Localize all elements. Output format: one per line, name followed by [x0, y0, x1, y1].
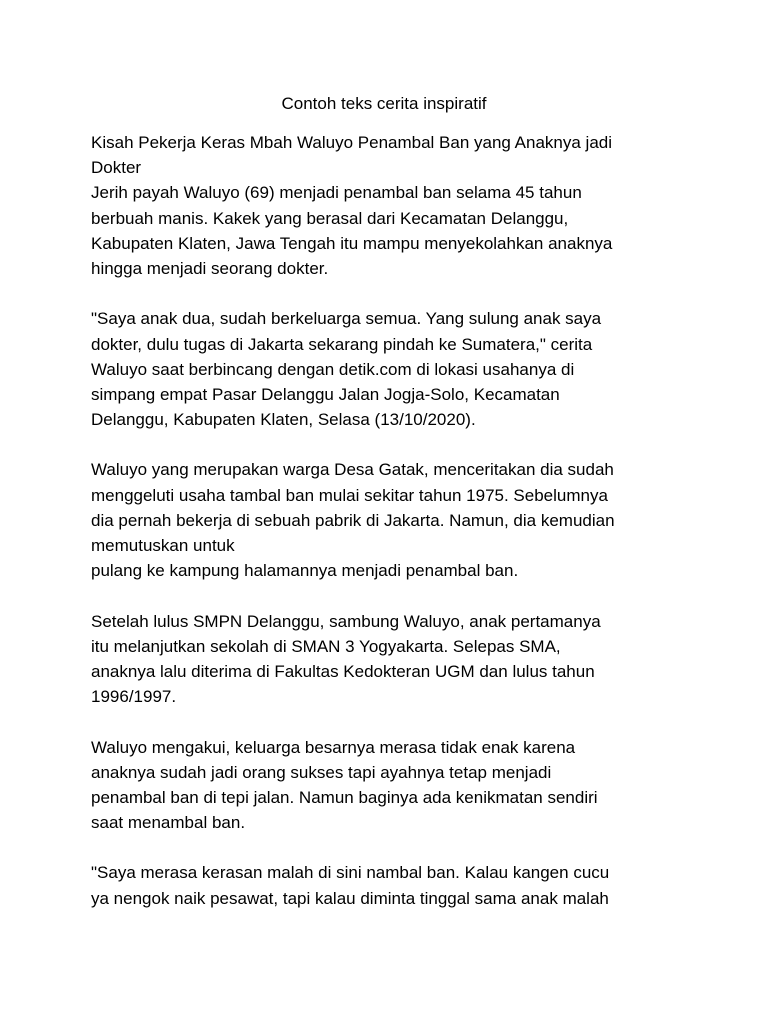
- document-body: [91, 130, 711, 911]
- text-line: anaknya lalu diterima di Fakultas Kedokteran UGM dan lulus tahun: [91, 661, 595, 681]
- paragraph-gap: [91, 709, 711, 734]
- document-title: Contoh teks cerita inspiratif: [281, 94, 487, 113]
- text-line: penambal ban di tepi jalan. Namun baginya ada kenikmatan sendiri: [91, 787, 598, 807]
- text-line: Waluyo saat berbincang dengan detik.com di lokasi usahanya di: [91, 359, 575, 379]
- text-line: menggeluti usaha tambal ban mulai sekitar tahun 1975. Sebelumnya: [91, 485, 608, 505]
- text-line: Delanggu, Kabupaten Klaten, Selasa (13/10/2020).: [91, 410, 476, 430]
- text-line: memutuskan untuk: [91, 536, 235, 555]
- text-line: Kisah Pekerja Keras Mbah Waluyo Penambal Ban yang Anaknya jadi: [91, 133, 613, 152]
- text-line: saat menambal ban.: [91, 813, 246, 833]
- paragraph-gap: [91, 281, 711, 306]
- text-line: hingga menjadi seorang dokter.: [91, 258, 329, 278]
- paragraph-gap: [91, 432, 711, 457]
- text-line: dokter, dulu tugas di Jakarta sekarang pindah ke Sumatera," cerita: [91, 334, 593, 354]
- text-line: "Saya merasa kerasan malah di sini nambal ban. Kalau kangen cucu: [91, 863, 610, 883]
- text-line: berbuah manis. Kakek yang berasal dari Kecamatan Delanggu,: [91, 208, 569, 228]
- text-line: pulang ke kampung halamannya menjadi penambal ban.: [91, 561, 519, 581]
- text-line: Kabupaten Klaten, Jawa Tengah itu mampu menyekolahkan anaknya: [91, 233, 613, 253]
- text-line: Dokter: [91, 158, 142, 178]
- text-line: dia pernah bekerja di sebuah pabrik di Jakarta. Namun, dia kemudian: [91, 510, 615, 530]
- text-line: "Saya anak dua, sudah berkeluarga semua. Yang sulung anak saya: [91, 309, 602, 329]
- text-line: 1996/1997.: [91, 687, 177, 707]
- text-line: Jerih payah Waluyo (69) menjadi penambal ban selama 45 tahun: [91, 183, 582, 203]
- text-line: Waluyo yang merupakan warga Desa Gatak, menceritakan dia sudah: [91, 460, 614, 480]
- text-line: ya nengok naik pesawat, tapi kalau diminta tinggal sama anak malah: [91, 888, 609, 908]
- text-line: Waluyo mengakui, keluarga besarnya merasa tidak enak karena: [91, 737, 576, 757]
- paragraph-gap: [91, 835, 711, 860]
- text-line: Setelah lulus SMPN Delanggu, sambung Waluyo, anak pertamanya: [91, 611, 601, 631]
- paragraph-gap: [91, 583, 711, 608]
- text-line: anaknya sudah jadi orang sukses tapi ayahnya tetap menjadi: [91, 762, 552, 782]
- text-line: simpang empat Pasar Delanggu Jalan Jogja-Solo, Kecamatan: [91, 384, 560, 404]
- text-line: itu melanjutkan sekolah di SMAN 3 Yogyakarta. Selepas SMA,: [91, 636, 561, 656]
